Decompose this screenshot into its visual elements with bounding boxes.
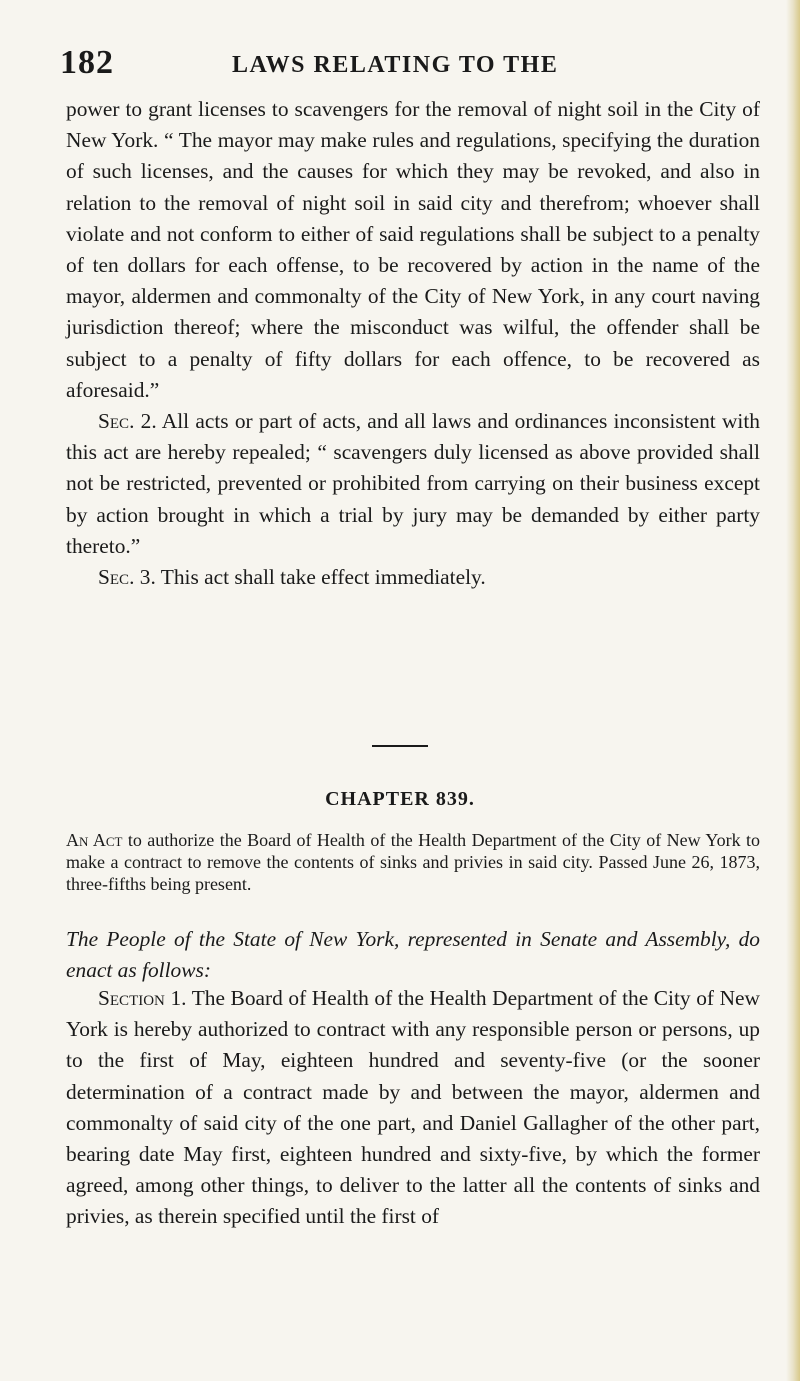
- page-edge: [786, 0, 800, 1381]
- act-title-text: to authorize the Board of Health of the Health Department of the City of New York to make a contract to remove the contents of sinks and privies in said city. Passed June 26, 1873, three-fifths being present.: [66, 830, 761, 894]
- text-block-top: [66, 94, 760, 593]
- page-number: 182: [60, 44, 114, 81]
- paragraph-continuation: power to grant licenses to scavengers for the removal of night soil in the City of New York. “ The mayor may make rules and regulations, specifying the duration of such licenses, and the causes for which they may be revoked, and also in relation to the removal of night soil in said city and therefrom; whoever shall violate and not conform to either of said regulations shall be subject to a penalty of ten dollars for each offense, to be recovered by action in the name of the mayor, aldermen and commonalty of the City of New York, in any court naving jurisdiction thereof; where the misconduct was wilful, the offender shall be subject to a penalty of fifty dollars for each offence, to be recovered as aforesaid.”: [66, 97, 760, 402]
- text-block-bottom: [66, 983, 760, 1233]
- page-header: [60, 44, 740, 92]
- section-divider: [372, 745, 428, 747]
- act-label: An Act: [66, 830, 123, 850]
- act-title: [66, 829, 760, 895]
- chapter-heading: CHAPTER 839.: [325, 788, 475, 810]
- enacting-clause: The People of the State of New York, represented in Senate and Assembly, do enact as follows:: [66, 927, 760, 982]
- section-label: Sec. 3.: [98, 565, 156, 590]
- section-text: The Board of Health of the Health Department of the City of New York is hereby authorized to contract with any responsible person or persons, up to the first of May, eighteen hundred and seventy-five (or the sooner determination of a contract made by and between the mayor, aldermen and commonalty of said city of the one part, and Daniel Gallagher of the other part, bearing date May first, eighteen hundred and sixty-five, by which the former agreed, among other things, to deliver to the latter all the contents of sinks and privies, as therein specified until the first of: [66, 986, 761, 1229]
- section-text: This act shall take effect immediately.: [160, 565, 486, 590]
- section-label: Sec. 2.: [98, 409, 157, 434]
- paragraph-sec-2: [66, 406, 760, 562]
- section-label: Section 1.: [98, 986, 187, 1010]
- paragraph-section-1: [66, 983, 760, 1233]
- section-text: All acts or part of acts, and all laws and ordinances inconsistent with this act are hereby repealed; “ scavengers duly licensed as above provided shall not be restricted, prevented or prohibited from carrying on their business except by action brought in which a trial by jury may be demanded by either party thereto.”: [66, 409, 760, 558]
- paragraph-sec-3: [66, 562, 760, 593]
- running-head: LAWS RELATING TO THE: [232, 52, 559, 78]
